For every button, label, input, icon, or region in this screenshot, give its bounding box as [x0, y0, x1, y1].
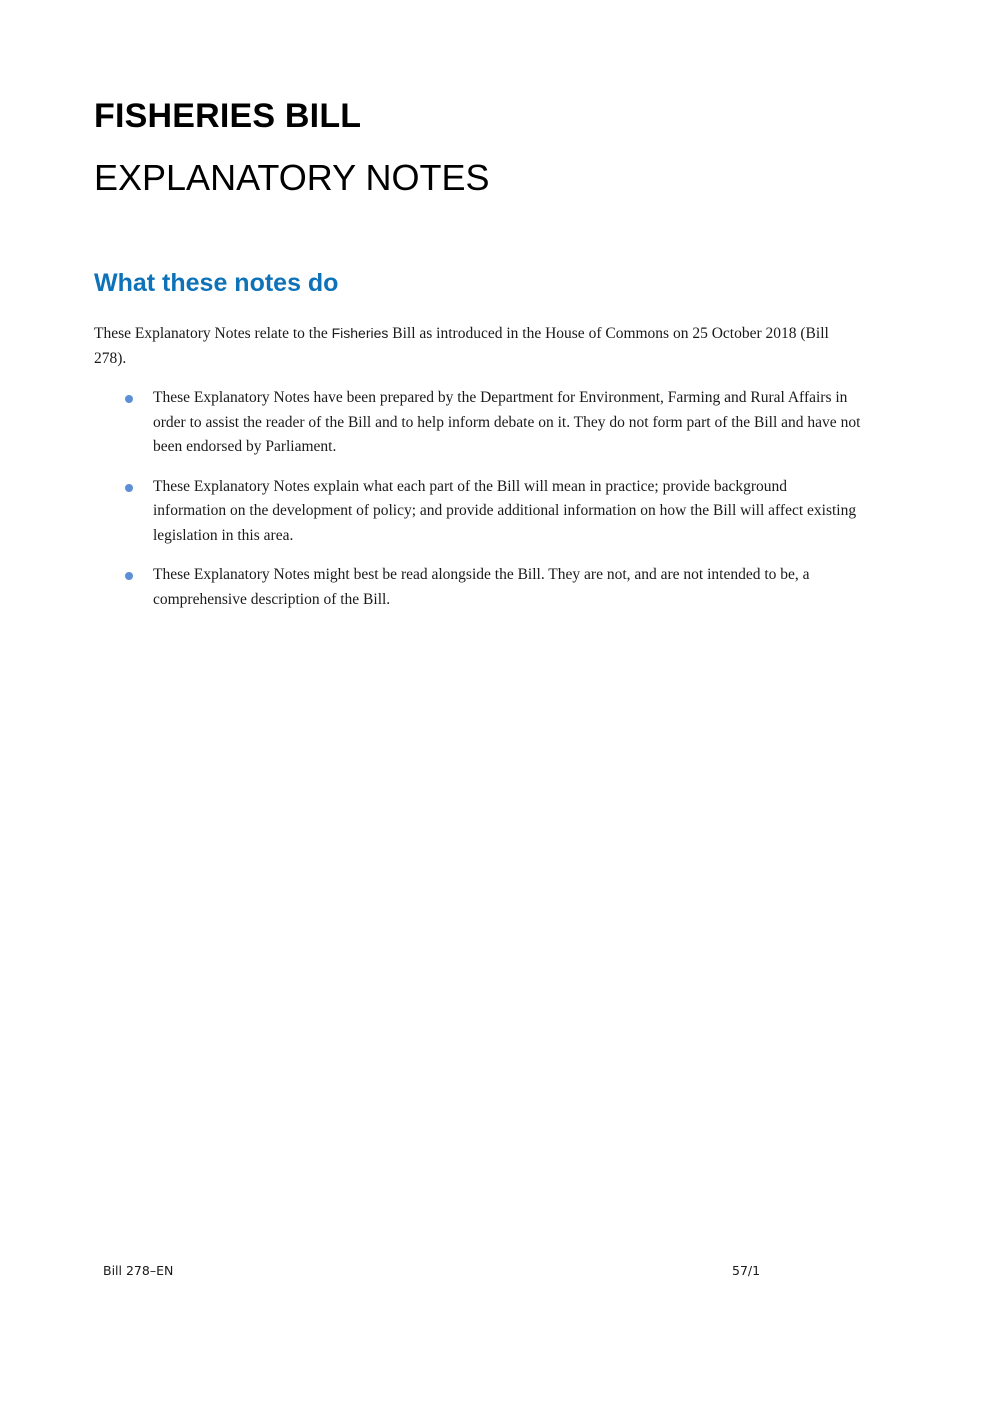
bill-name: Fisheries — [331, 325, 389, 341]
bullet-text: These Explanatory Notes explain what each part of the Bill will mean in practice; provide background information on the development of policy; and provide additional information on how the Bill will affect existing legislation in this area. — [153, 477, 857, 544]
bullet-dot-icon — [125, 572, 133, 580]
intro-text-before: These Explanatory Notes relate to the — [94, 325, 332, 342]
document-title: FISHERIES BILL — [94, 97, 362, 135]
bullet-text: These Explanatory Notes might best be read alongside the Bill. They are not, and are not intended to be, a comprehensive description of the Bill. — [153, 566, 810, 608]
footer-page-number: 57/1 — [732, 1263, 761, 1278]
bullet-text: These Explanatory Notes have been prepared by the Department for Environment, Farming and Rural Affairs in order to assist the reader of the Bill and to help inform debate on it. They do not form part of the Bill and have not been endorsed by Parliament. — [153, 389, 861, 455]
bullet-item — [94, 475, 864, 549]
bullet-dot-icon — [125, 395, 133, 403]
bullet-dot-icon — [125, 484, 133, 492]
intro-paragraph — [94, 321, 834, 371]
bullet-item — [94, 386, 864, 460]
footer-bill-reference: Bill 278–EN — [103, 1263, 174, 1278]
bullet-item — [94, 563, 864, 612]
section-heading: What these notes do — [94, 269, 339, 297]
document-subtitle: EXPLANATORY NOTES — [94, 157, 490, 198]
bullet-list — [94, 386, 864, 627]
intro-text-after: Bill as introduced in the House of Commons on 25 October 2018 (Bill 278). — [94, 325, 829, 367]
